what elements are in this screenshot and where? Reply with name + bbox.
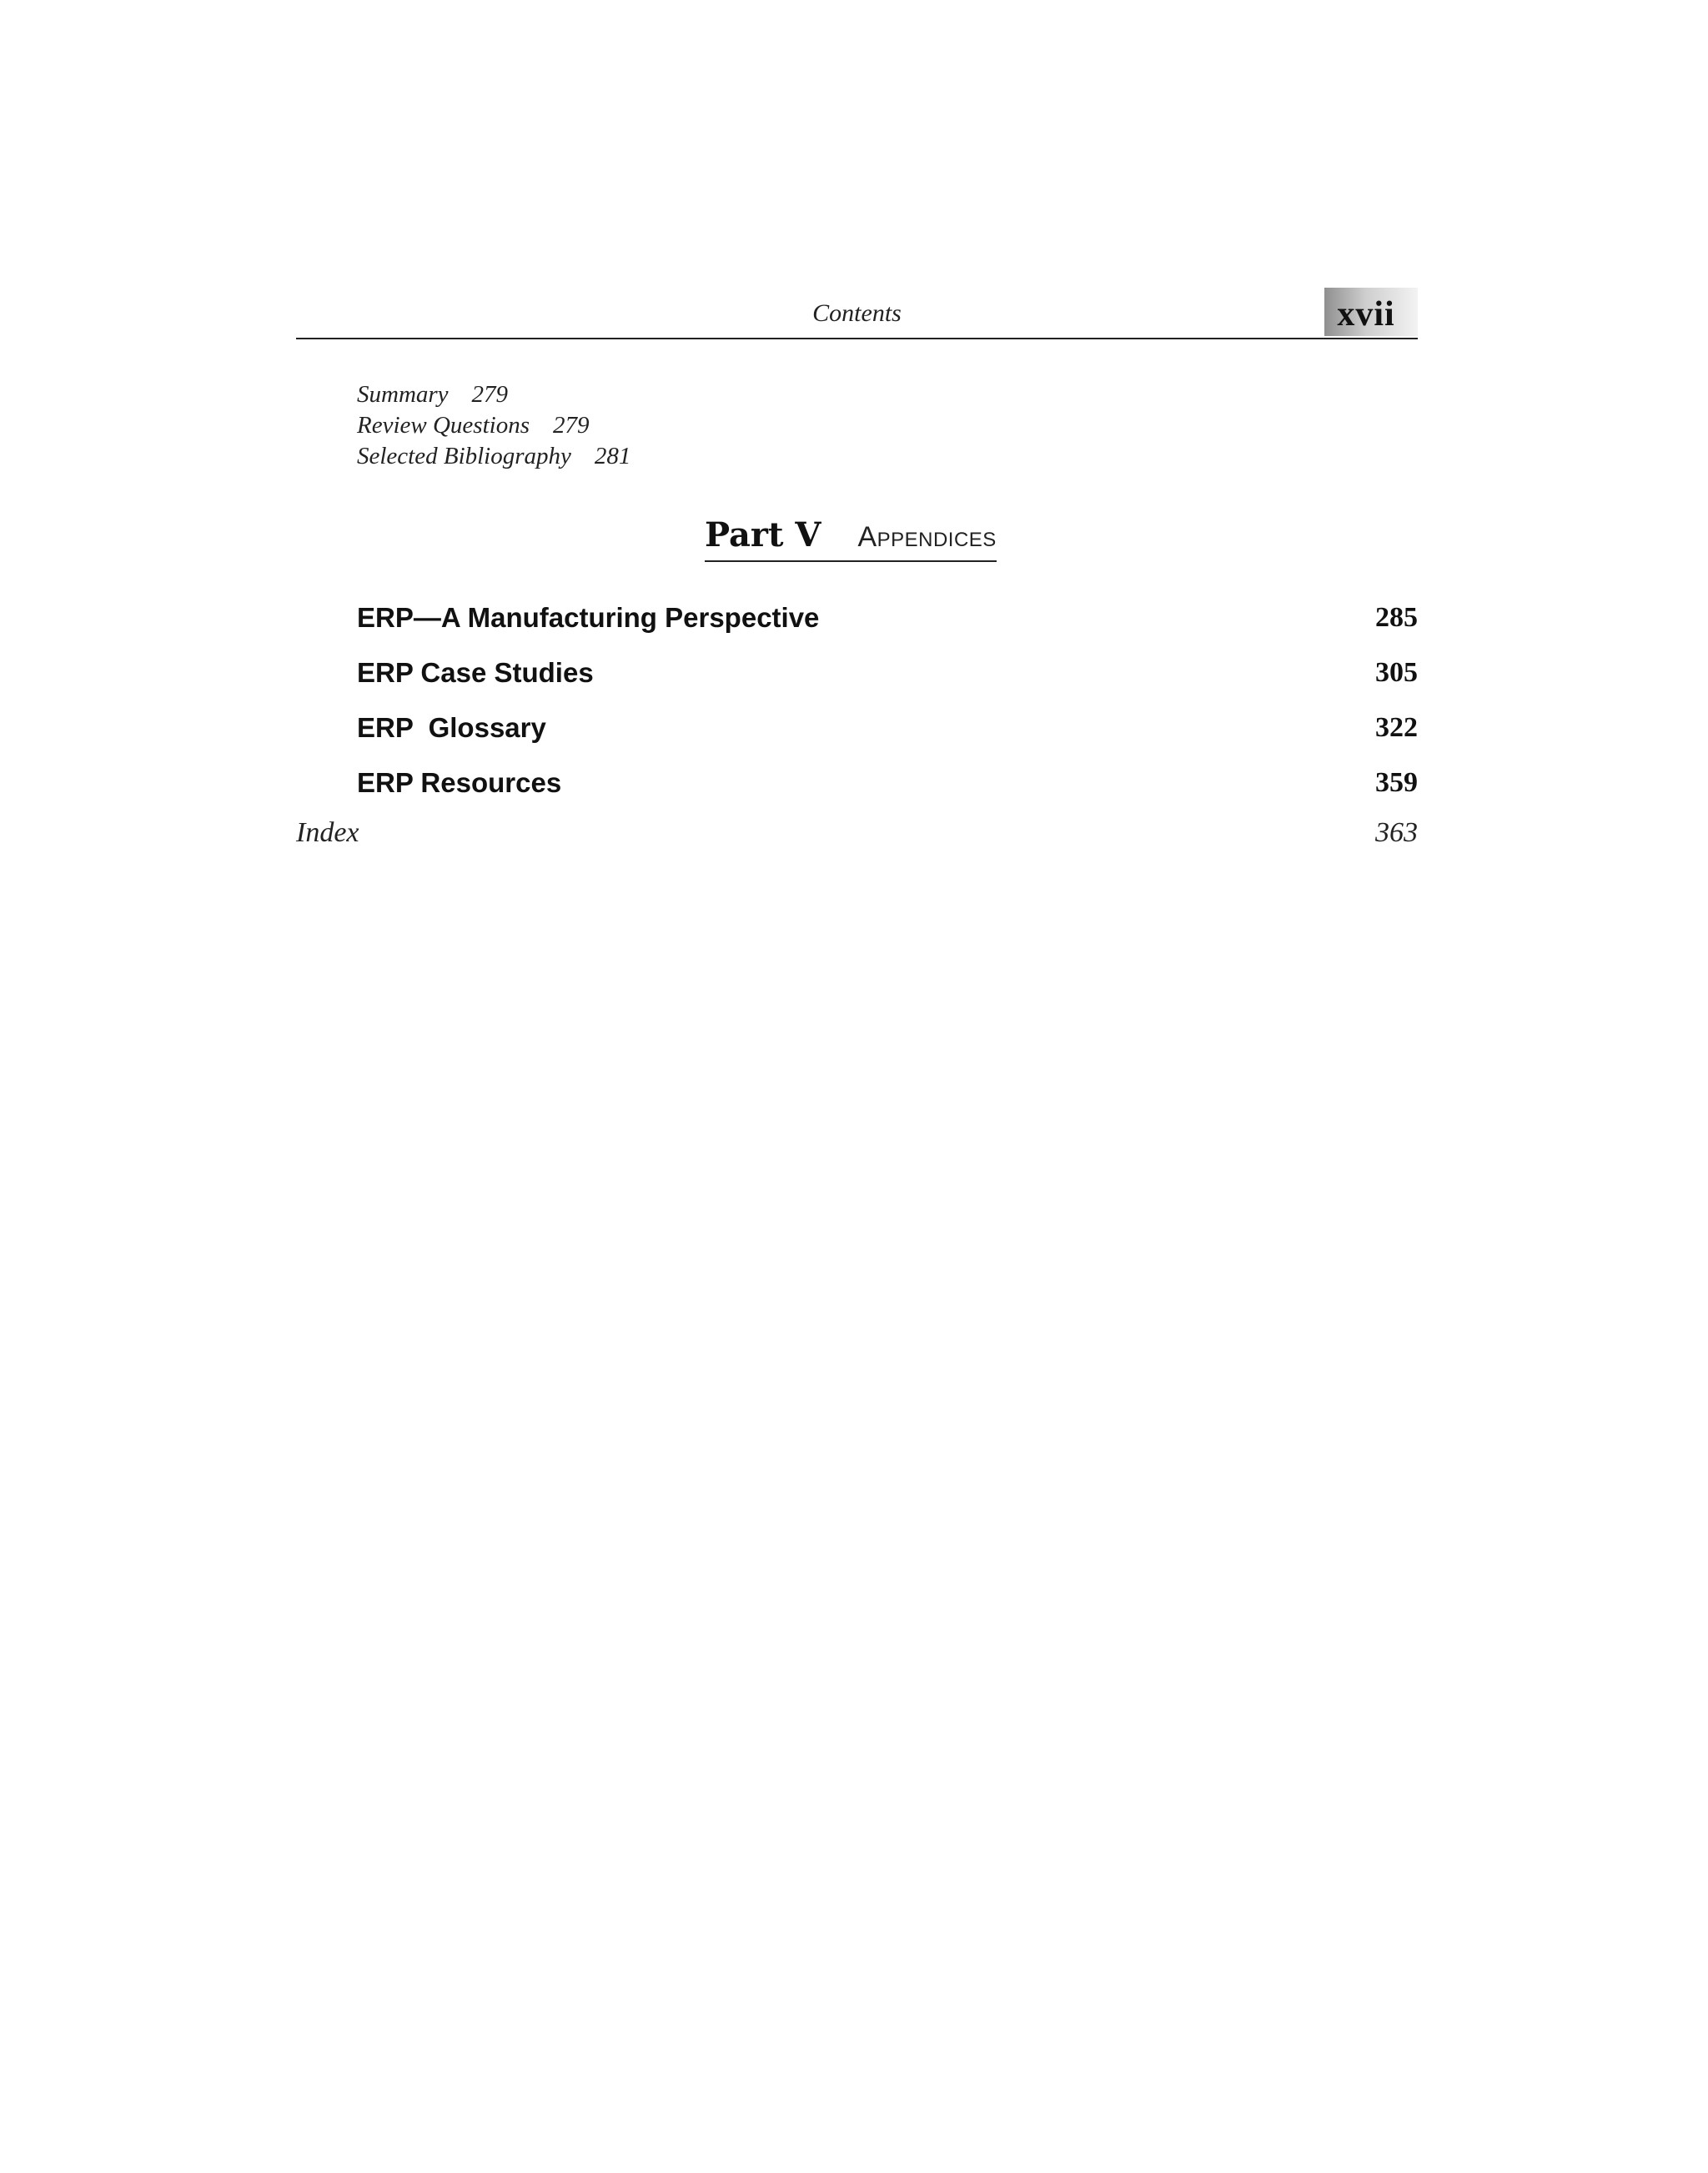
page-number: xvii [1337, 295, 1395, 334]
toc-subentry-title: Review Questions [357, 412, 530, 439]
toc-entry-glossary[interactable] [357, 706, 1418, 761]
toc-entry-title: ERP Glossary [357, 712, 546, 743]
toc-entry-index[interactable] [296, 815, 1418, 851]
chapter-end-entries [357, 379, 1024, 472]
toc-entry-resources[interactable] [357, 761, 1418, 816]
toc-entry-page: 359 [1375, 767, 1418, 798]
running-title: Contents [812, 299, 902, 327]
toc-entry-title: ERP Case Studies [357, 657, 594, 688]
toc-entry-page: 305 [1375, 657, 1418, 688]
toc-subentry-title: Summary [357, 381, 449, 408]
toc-entry-title: ERP—A Manufacturing Perspective [357, 602, 820, 633]
toc-entry-title: Index [296, 817, 359, 848]
toc-entry-page: 363 [1375, 817, 1418, 848]
toc-entry-page: 285 [1375, 602, 1418, 633]
toc-entry-page: 322 [1375, 712, 1418, 743]
toc-subentry-selected-bibliography[interactable] [357, 441, 1024, 472]
toc-entry-title: ERP Resources [357, 767, 562, 798]
toc-subentry-page: 279 [552, 412, 590, 439]
toc-subentry-page: 279 [471, 381, 509, 408]
page-header [296, 288, 1418, 339]
toc-subentry-review-questions[interactable] [357, 410, 1024, 441]
toc-subentry-page: 281 [594, 443, 631, 469]
page-number-box [1324, 288, 1418, 336]
part-label: Part V [705, 515, 821, 555]
part-title: Appendices [857, 521, 997, 553]
toc-entry-manufacturing-perspective[interactable] [357, 596, 1418, 651]
toc-subentry-summary[interactable] [357, 379, 1024, 410]
toc-entry-case-studies[interactable] [357, 651, 1418, 706]
appendix-list [357, 596, 1418, 816]
toc-subentry-title: Selected Bibliography [357, 443, 571, 469]
part-heading [705, 515, 997, 562]
